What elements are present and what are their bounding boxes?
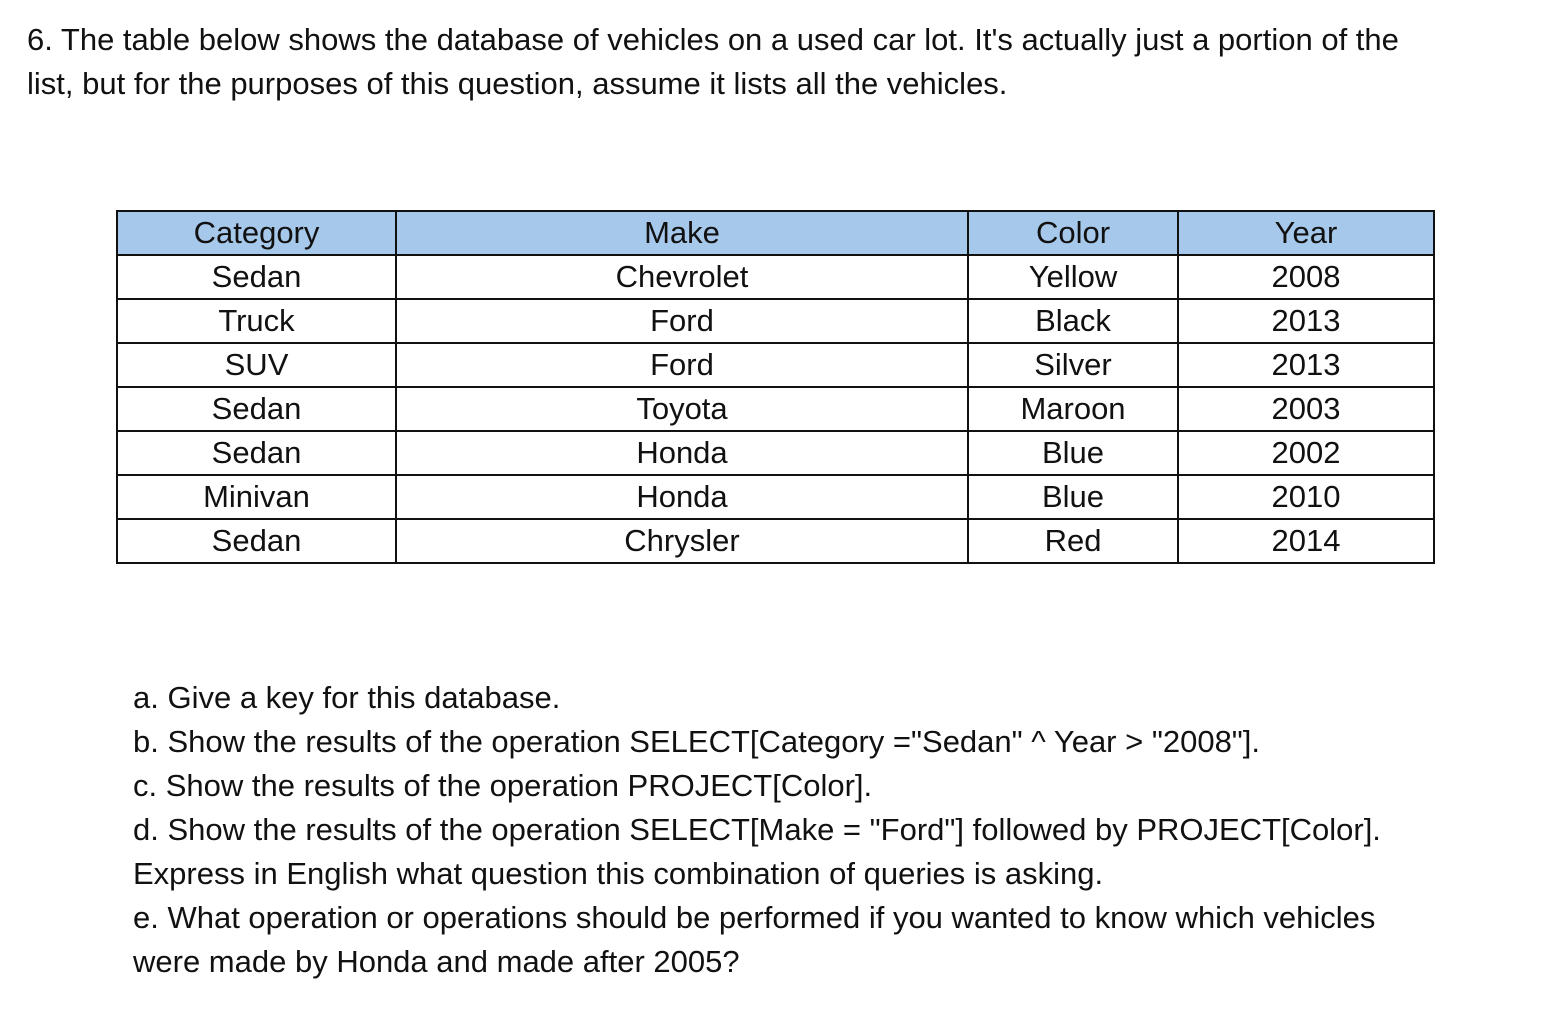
header-year: Year bbox=[1178, 211, 1434, 255]
cell-year: 2010 bbox=[1178, 475, 1434, 519]
cell-year: 2002 bbox=[1178, 431, 1434, 475]
cell-make: Ford bbox=[396, 343, 968, 387]
question-e-line-2: were made by Honda and made after 2005? bbox=[133, 944, 740, 979]
cell-category: Minivan bbox=[117, 475, 396, 519]
cell-year: 2003 bbox=[1178, 387, 1434, 431]
cell-make: Chevrolet bbox=[396, 255, 968, 299]
cell-color: Blue bbox=[968, 431, 1178, 475]
header-color: Color bbox=[968, 211, 1178, 255]
cell-category: Sedan bbox=[117, 387, 396, 431]
cell-make: Toyota bbox=[396, 387, 968, 431]
cell-category: SUV bbox=[117, 343, 396, 387]
cell-year: 2014 bbox=[1178, 519, 1434, 563]
question-b: b. Show the results of the operation SELECT[Category ="Sedan" ^ Year > "2008"]. bbox=[133, 724, 1261, 759]
cell-category: Sedan bbox=[117, 519, 396, 563]
cell-make: Chrysler bbox=[396, 519, 968, 563]
table-row bbox=[117, 299, 1434, 343]
cell-year: 2013 bbox=[1178, 299, 1434, 343]
vehicle-database-table bbox=[116, 210, 1435, 564]
intro-line-2: list, but for the purposes of this question, assume it lists all the vehicles. bbox=[27, 66, 1008, 101]
table-row bbox=[117, 475, 1434, 519]
cell-category: Sedan bbox=[117, 255, 396, 299]
cell-make: Ford bbox=[396, 299, 968, 343]
cell-category: Truck bbox=[117, 299, 396, 343]
table-row bbox=[117, 431, 1434, 475]
sub-questions-list bbox=[133, 676, 1533, 984]
header-category: Category bbox=[117, 211, 396, 255]
cell-color: Red bbox=[968, 519, 1178, 563]
table-row bbox=[117, 343, 1434, 387]
cell-color: Yellow bbox=[968, 255, 1178, 299]
question-a: a. Give a key for this database. bbox=[133, 680, 561, 715]
intro-line-1: 6. The table below shows the database of vehicles on a used car lot. It's actually just a portion of the bbox=[27, 22, 1399, 57]
cell-make: Honda bbox=[396, 431, 968, 475]
question-intro bbox=[27, 18, 1527, 106]
header-make: Make bbox=[396, 211, 968, 255]
cell-year: 2008 bbox=[1178, 255, 1434, 299]
cell-color: Black bbox=[968, 299, 1178, 343]
table-row bbox=[117, 255, 1434, 299]
table-row bbox=[117, 519, 1434, 563]
cell-make: Honda bbox=[396, 475, 968, 519]
table-header-row bbox=[117, 211, 1434, 255]
question-d-line-2: Express in English what question this combination of queries is asking. bbox=[133, 856, 1104, 891]
cell-category: Sedan bbox=[117, 431, 396, 475]
table-row bbox=[117, 387, 1434, 431]
cell-year: 2013 bbox=[1178, 343, 1434, 387]
cell-color: Blue bbox=[968, 475, 1178, 519]
cell-color: Silver bbox=[968, 343, 1178, 387]
question-e-line-1: e. What operation or operations should be performed if you wanted to know which vehicles bbox=[133, 900, 1376, 935]
question-d-line-1: d. Show the results of the operation SELECT[Make = "Ford"] followed by PROJECT[Color]. bbox=[133, 812, 1381, 847]
question-c: c. Show the results of the operation PROJECT[Color]. bbox=[133, 768, 873, 803]
cell-color: Maroon bbox=[968, 387, 1178, 431]
